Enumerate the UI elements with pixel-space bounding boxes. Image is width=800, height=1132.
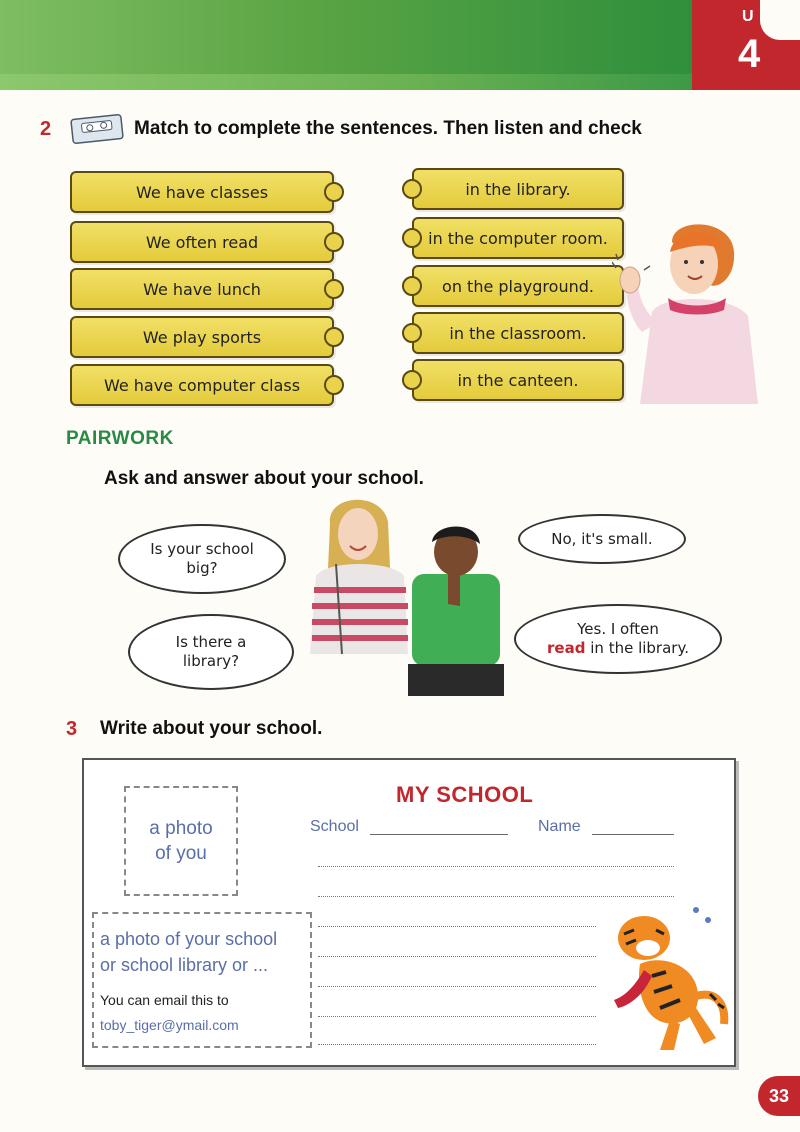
left-phrase-text: We often read	[145, 232, 259, 252]
writing-line[interactable]	[318, 926, 596, 927]
puzzle-tab	[324, 182, 344, 202]
writing-line[interactable]	[318, 896, 674, 897]
page-number: 33	[758, 1076, 800, 1116]
school-field-label: School	[310, 818, 359, 835]
puzzle-tab	[324, 327, 344, 347]
puzzle-tab	[402, 276, 422, 296]
speech-bubble-question-1	[118, 524, 286, 594]
photo-of-school-placeholder[interactable]	[92, 912, 312, 1048]
tiger-mascot-illustration	[600, 904, 732, 1054]
speech-bubble-answer-2	[514, 604, 722, 674]
left-phrase-strip[interactable]	[70, 268, 334, 310]
writing-line[interactable]	[318, 866, 674, 867]
photo-you-line-1: a photo	[149, 818, 213, 839]
puzzle-tab	[402, 179, 422, 199]
exercise-3-instruction: Write about your school.	[100, 718, 323, 739]
right-phrase-text: in the classroom.	[449, 323, 587, 343]
speech-bubble-answer-1	[518, 514, 686, 564]
right-phrase-text: on the playground.	[442, 276, 594, 296]
photo-school-caption	[100, 926, 277, 978]
puzzle-tab	[324, 232, 344, 252]
left-phrase-text: We play sports	[142, 327, 262, 347]
right-phrase-strip[interactable]	[412, 168, 624, 210]
photo-of-you-placeholder[interactable]	[124, 786, 238, 896]
right-phrase-strip[interactable]	[412, 217, 624, 259]
pairwork-instruction: Ask and answer about your school.	[104, 468, 424, 489]
left-phrase-strip[interactable]	[70, 171, 334, 213]
speech-bubble-question-2	[128, 614, 294, 690]
bubble-answer-pre: Yes. I often	[577, 620, 659, 638]
unit-number: 4	[738, 32, 761, 76]
right-phrase-strip[interactable]	[412, 265, 624, 307]
exercise-3-number: 3	[66, 718, 78, 740]
header-band	[0, 0, 692, 90]
bubble-text	[547, 620, 689, 658]
pairwork-heading: PAIRWORK	[66, 428, 174, 449]
puzzle-tab	[324, 279, 344, 299]
exercise-2-number: 2	[40, 118, 52, 140]
left-phrase-text: We have computer class	[103, 375, 301, 395]
unit-tab-notch	[760, 0, 800, 40]
puzzle-tab	[402, 323, 422, 343]
right-phrase-text: in the canteen.	[457, 370, 579, 390]
bubble-text: Is your school big?	[150, 540, 254, 577]
puzzle-tab	[402, 370, 422, 390]
left-phrase-strip[interactable]	[70, 221, 334, 263]
unit-label: U	[742, 8, 754, 25]
photo-school-line-1: a photo of your school	[100, 929, 278, 949]
bubble-answer-highlight: read	[547, 639, 586, 657]
school-field-line[interactable]	[370, 834, 508, 835]
photo-you-line-2: of you	[155, 843, 207, 864]
writing-line[interactable]	[318, 1016, 596, 1017]
bubble-answer-post: in the library.	[590, 639, 689, 657]
photo-school-line-2: or school library or ...	[100, 955, 269, 975]
writing-line[interactable]	[318, 986, 596, 987]
my-school-title: MY SCHOOL	[396, 782, 534, 807]
right-phrase-text: in the library.	[465, 179, 571, 199]
bubble-text: No, it's small.	[551, 529, 653, 548]
right-phrase-strip[interactable]	[412, 359, 624, 401]
writing-line[interactable]	[318, 1044, 596, 1045]
bubble-text: Is there a library?	[175, 633, 247, 670]
puzzle-tab	[324, 375, 344, 395]
email-label: You can email this to	[100, 992, 229, 1008]
left-phrase-text: We have lunch	[143, 279, 261, 299]
puzzle-tab	[402, 228, 422, 248]
name-field-line[interactable]	[592, 834, 674, 835]
name-field-label: Name	[538, 818, 581, 835]
exercise-2-instruction: Match to complete the sentences. Then listen and check	[134, 118, 642, 139]
teacher-illustration	[612, 212, 762, 404]
left-phrase-strip[interactable]	[70, 316, 334, 358]
children-illustration	[296, 494, 516, 698]
right-phrase-strip[interactable]	[412, 312, 624, 354]
email-address[interactable]: toby_tiger@ymail.com	[100, 1017, 239, 1033]
left-phrase-text: We have classes	[135, 182, 269, 202]
right-phrase-text: in the computer room.	[428, 228, 608, 248]
left-phrase-strip[interactable]	[70, 364, 334, 406]
cassette-tape-icon[interactable]	[68, 112, 126, 146]
writing-line[interactable]	[318, 956, 596, 957]
